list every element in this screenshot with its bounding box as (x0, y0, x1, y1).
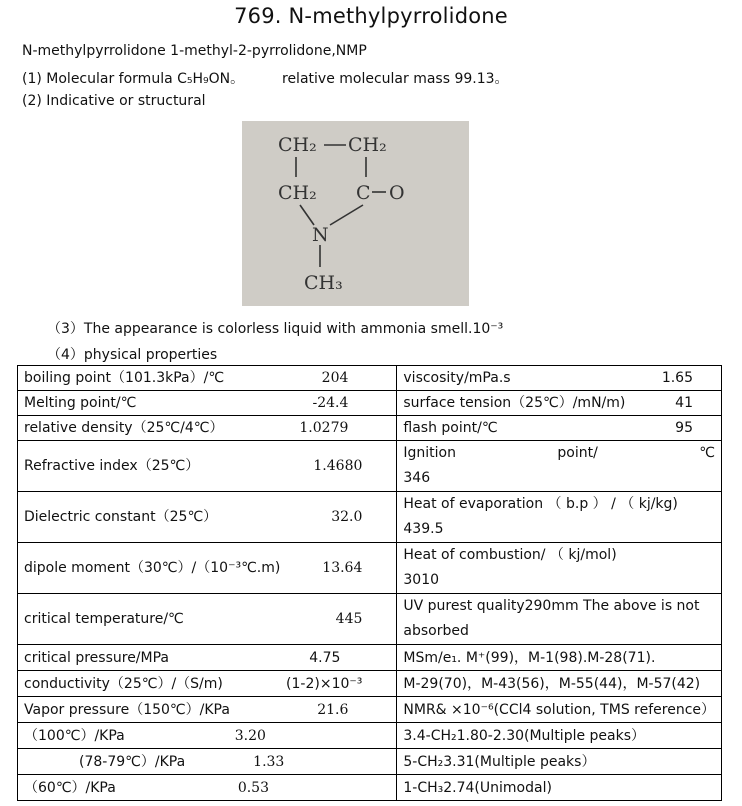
property-label: 1-CH₃2.74(Unimodal) (403, 779, 552, 796)
property-label: (78-79℃）/KPa (79, 753, 186, 770)
ch3-label: CH₃ (304, 272, 343, 294)
property-label: Refractive index（25℃） (24, 458, 200, 474)
property-label: Ignition (403, 445, 456, 461)
table-row (18, 671, 722, 697)
table-row (18, 416, 722, 441)
property-value: 1.4680 (313, 458, 363, 474)
property-value: 21.6 (317, 701, 349, 718)
table-cell (397, 749, 722, 775)
table-cell (397, 441, 722, 492)
table-cell (397, 492, 722, 543)
appearance-text: （3）The appearance is colorless liquid with ammonia smell.10⁻³ (47, 321, 504, 337)
property-label: dipole moment（30℃）/（10⁻³℃.m) (24, 560, 281, 576)
table-cell (18, 775, 397, 801)
synonyms-text: N-methylpyrrolidone 1-methyl-2-pyrrolidone,NMP (22, 43, 367, 59)
nitrogen-label: N (312, 224, 329, 246)
table-row (18, 543, 722, 594)
table-cell (18, 492, 397, 543)
property-value: 3010 (403, 572, 440, 588)
property-label: viscosity/mPa.s (403, 370, 511, 386)
table-cell (397, 416, 722, 441)
property-label: flash point/℃ (403, 420, 498, 436)
oxygen-label: O (389, 182, 405, 204)
table-cell (18, 441, 397, 492)
table-row (18, 723, 722, 749)
table-cell (18, 645, 397, 671)
property-label: Vapor pressure（150℃）/KPa (24, 701, 230, 718)
property-label: Heat of combustion/ （ kj/mol) (403, 547, 617, 563)
property-label: point/ (557, 445, 598, 461)
table-cell (18, 594, 397, 645)
table-row (18, 645, 722, 671)
property-label: （60℃）/KPa (24, 779, 116, 796)
property-label: Dielectric constant（25℃） (24, 509, 218, 525)
structure-label: (2) Indicative or structural (22, 93, 206, 109)
table-row (18, 594, 722, 645)
property-label: Melting point/℃ (24, 395, 137, 411)
ch2-top-right: CH₂ (348, 134, 387, 156)
table-cell (18, 697, 397, 723)
property-label: surface tension（25℃）/mN/m) (403, 395, 626, 411)
table-cell (397, 775, 722, 801)
property-label: 3.4-CH₂1.80-2.30(Multiple peaks） (403, 727, 646, 744)
property-label: critical pressure/MPa (24, 649, 169, 666)
structural-formula-image (242, 121, 469, 306)
property-value: 1.65 (661, 370, 693, 386)
table-cell (18, 391, 397, 416)
carbon-label: C (356, 182, 371, 204)
molecular-formula: (1) Molecular formula C₅H₉ON。 (22, 71, 245, 87)
property-label: MSm/e₁. M⁺(99)，M-1(98).M-28(71). (403, 649, 656, 666)
property-label: boiling point（101.3kPa）/℃ (24, 370, 225, 386)
table-cell (397, 723, 722, 749)
property-value: 4.75 (309, 649, 341, 666)
table-cell (18, 416, 397, 441)
property-value: 3.20 (234, 727, 266, 744)
table-cell (397, 697, 722, 723)
table-cell (397, 366, 722, 391)
table-cell (397, 391, 722, 416)
property-value: 445 (335, 611, 363, 627)
table-row (18, 775, 722, 801)
table-row (18, 492, 722, 543)
property-label: ℃ (699, 445, 715, 461)
property-value: 439.5 (403, 521, 444, 537)
page-title: 769. N-methylpyrrolidone (234, 4, 508, 28)
property-value: 13.64 (322, 560, 363, 576)
table-row (18, 366, 722, 391)
property-label: M-29(70)，M-43(56)，M-55(44)，M-57(42) (403, 675, 701, 692)
property-label: （100℃）/KPa (24, 727, 125, 744)
property-value: -24.4 (312, 395, 349, 411)
property-value: absorbed (403, 623, 469, 639)
properties-table (17, 365, 722, 801)
property-value: 204 (321, 370, 349, 386)
table-cell (18, 749, 397, 775)
property-label: NMR& ×10⁻⁶(CCl4 solution, TMS reference） (403, 701, 715, 718)
property-label: conductivity（25℃）/（S/m) (24, 675, 223, 692)
property-value: 0.53 (237, 779, 269, 796)
molecular-mass: relative molecular mass 99.13。 (282, 71, 509, 87)
table-cell (18, 543, 397, 594)
property-value: 346 (403, 470, 431, 486)
table-cell (397, 594, 722, 645)
property-value: 1.33 (253, 753, 285, 770)
property-value: 41 (675, 395, 693, 411)
property-label: 5-CH₂3.31(Multiple peaks） (403, 753, 596, 770)
table-cell (18, 723, 397, 749)
property-label: Heat of evaporation （ b.p ） / （ kj/kg) (403, 496, 678, 512)
property-label: relative density（25℃/4℃） (24, 420, 224, 436)
property-label: UV purest quality290mm The above is not (403, 598, 700, 614)
ch2-top-left: CH₂ (278, 134, 317, 156)
property-value: (1-2)×10⁻³ (286, 675, 363, 692)
property-label: critical temperature/℃ (24, 611, 184, 627)
table-cell (397, 645, 722, 671)
table-row (18, 391, 722, 416)
property-value: 1.0279 (299, 420, 349, 436)
table-row (18, 441, 722, 492)
property-value: 95 (675, 420, 693, 436)
physical-properties-label: （4）physical properties (47, 347, 218, 363)
table-cell (18, 366, 397, 391)
ch2-left: CH₂ (278, 182, 317, 204)
table-cell (397, 671, 722, 697)
property-value: 32.0 (331, 509, 363, 525)
table-cell (397, 543, 722, 594)
table-row (18, 749, 722, 775)
table-cell (18, 671, 397, 697)
table-row (18, 697, 722, 723)
